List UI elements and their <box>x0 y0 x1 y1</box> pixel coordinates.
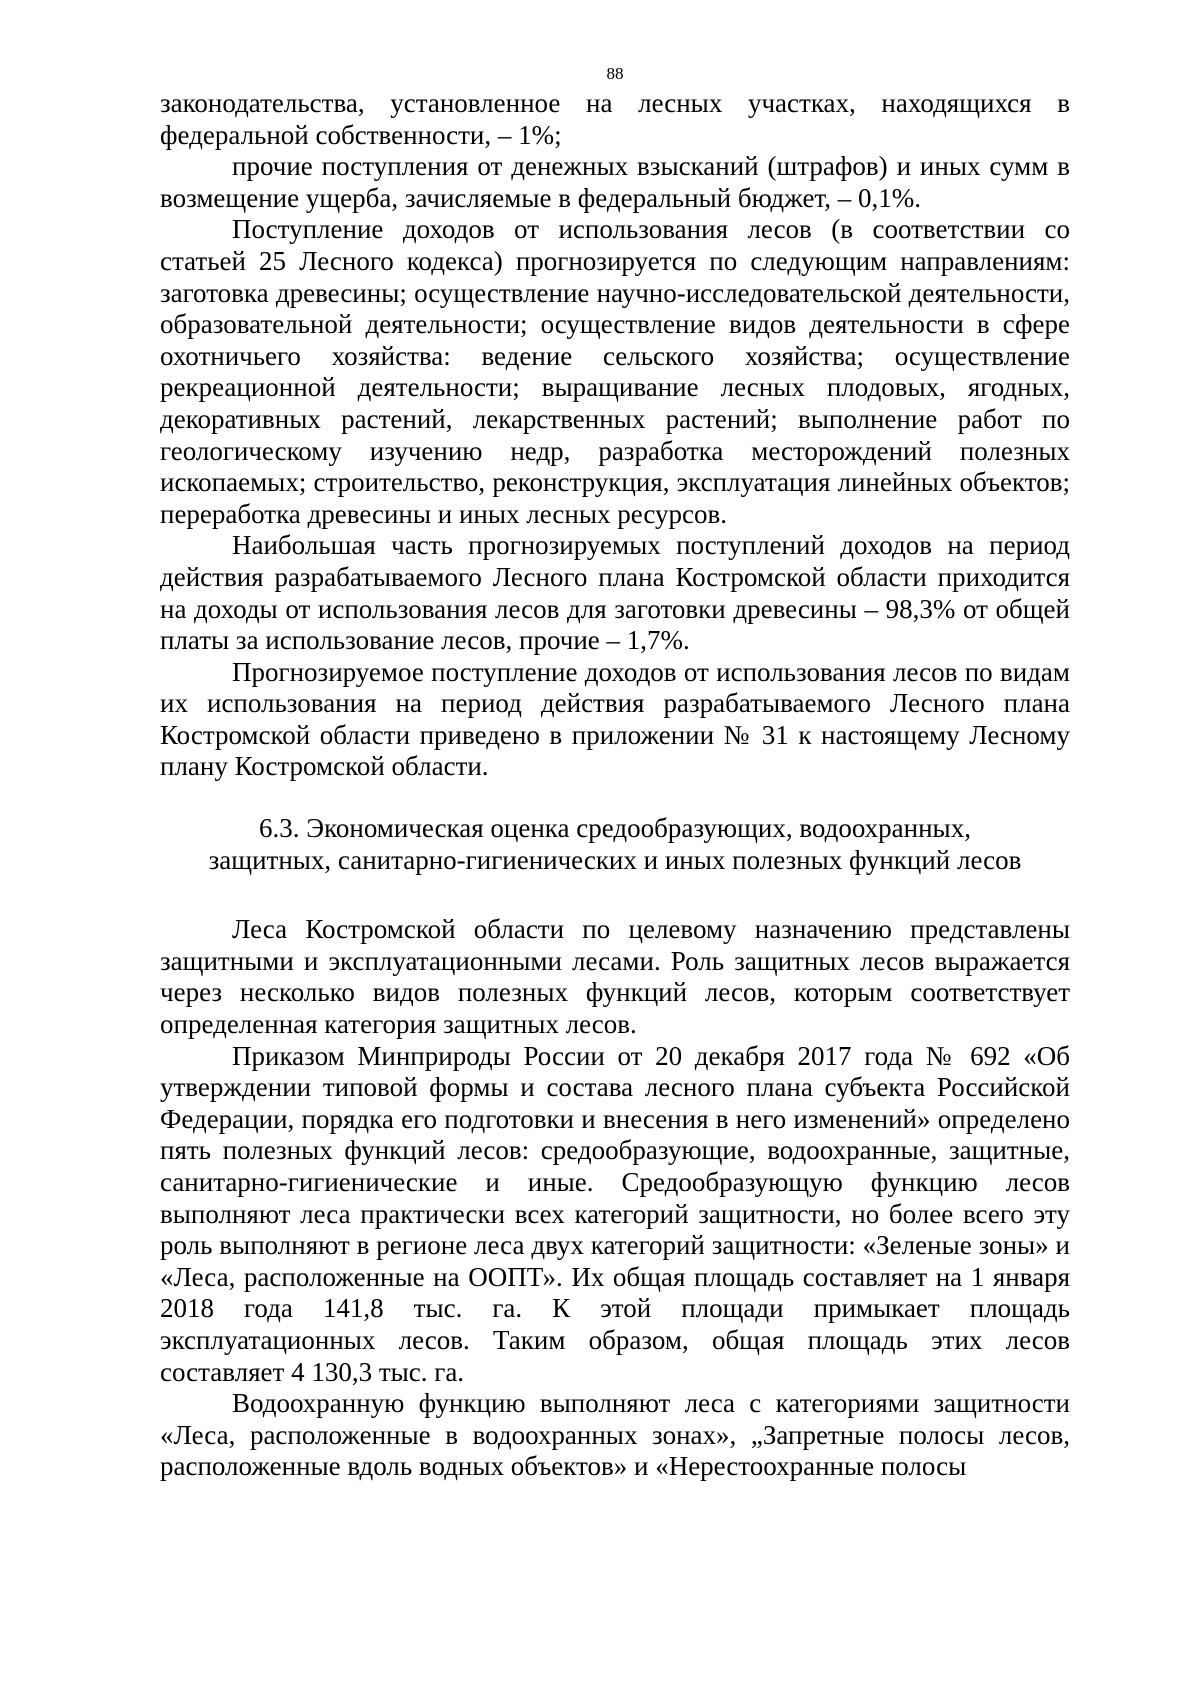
section-heading-line: защитных, санитарно-гигиенических и иных полезных функций лесов <box>208 844 1022 875</box>
section-heading-line: 6.3. Экономическая оценка средообразующих, водоохранных, <box>259 813 971 844</box>
paragraph: Прогнозируемое поступление доходов от использования лесов по видам их использования на период действия разрабатываемого Лесного плана Костромской области приведено в приложении № 31 к настоящему Лесному плану Костромской области. <box>160 656 1070 782</box>
section-heading <box>160 813 1070 876</box>
document-page <box>160 62 1070 1483</box>
paragraph: Поступление доходов от использования лесов (в соответствии со статьей 25 Лесного кодекса) прогнозируется по следующим направлениям: заготовка древесины; осуществление научно-исследовательской деятельности, образовательной деятельности; осуществление видов деятельности в сфере охотничьего хозяйства: ведение сельского хозяйства; осуществление рекреационной деятельности; выращивание лесных плодовых, ягодных, декоративных растений, лекарственных растений; выполнение работ по геологическому изучению недр, разработка месторождений полезных ископаемых; строительство, реконструкция, эксплуатация линейных объектов; переработка древесины и иных лесных ресурсов. <box>160 214 1070 529</box>
paragraph: Наибольшая часть прогнозируемых поступлений доходов на период действия разрабатываемого Лесного плана Костромской области приходится на доходы от использования лесов для заготовки древесины – 98,3% от общей платы за использование лесов, прочие – 1,7%. <box>160 530 1070 656</box>
paragraph: прочие поступления от денежных взысканий (штрафов) и иных сумм в возмещение ущерба, зачисляемые в федеральный бюджет, – 0,1%. <box>160 151 1070 213</box>
paragraph: Леса Костромской области по целевому назначению представлены защитными и эксплуатационными лесами. Роль защитных лесов выражается через несколько видов полезных функций лесов, которым соответствует определенная категория защитных лесов. <box>160 914 1070 1040</box>
paragraph: Водоохранную функцию выполняют леса с категориями защитности «Леса, расположенные в водоохранных зонах», „Запретные полосы лесов, расположенные вдоль водных объектов» и «Нерестоохранные полосы <box>160 1388 1070 1482</box>
paragraph: законодательства, установленное на лесных участках, находящихся в федеральной собственности, – 1%; <box>160 88 1070 150</box>
page-number: 88 <box>606 64 624 83</box>
paragraph: Приказом Минприроды России от 20 декабря 2017 года № 692 «Об утверждении типовой формы и состава лесного плана субъекта Российской Федерации, порядка его подготовки и внесения в него изменений» определено пять полезных функций лесов: средообразующие, водоохранные, защитные, санитарно-гигиенические и иные. Средообразующую функцию лесов выполняют леса практически всех категорий защитности, но более всего эту роль выполняют в регионе леса двух категорий защитности: «Зеленые зоны» и «Леса, расположенные на ООПТ». Их общая площадь составляет на 1 января 2018 года 141,8 тыс. га. К этой площади примыкает площадь эксплуатационных лесов. Таким образом, общая площадь этих лесов составляет 4 130,3 тыс. га. <box>160 1040 1070 1387</box>
